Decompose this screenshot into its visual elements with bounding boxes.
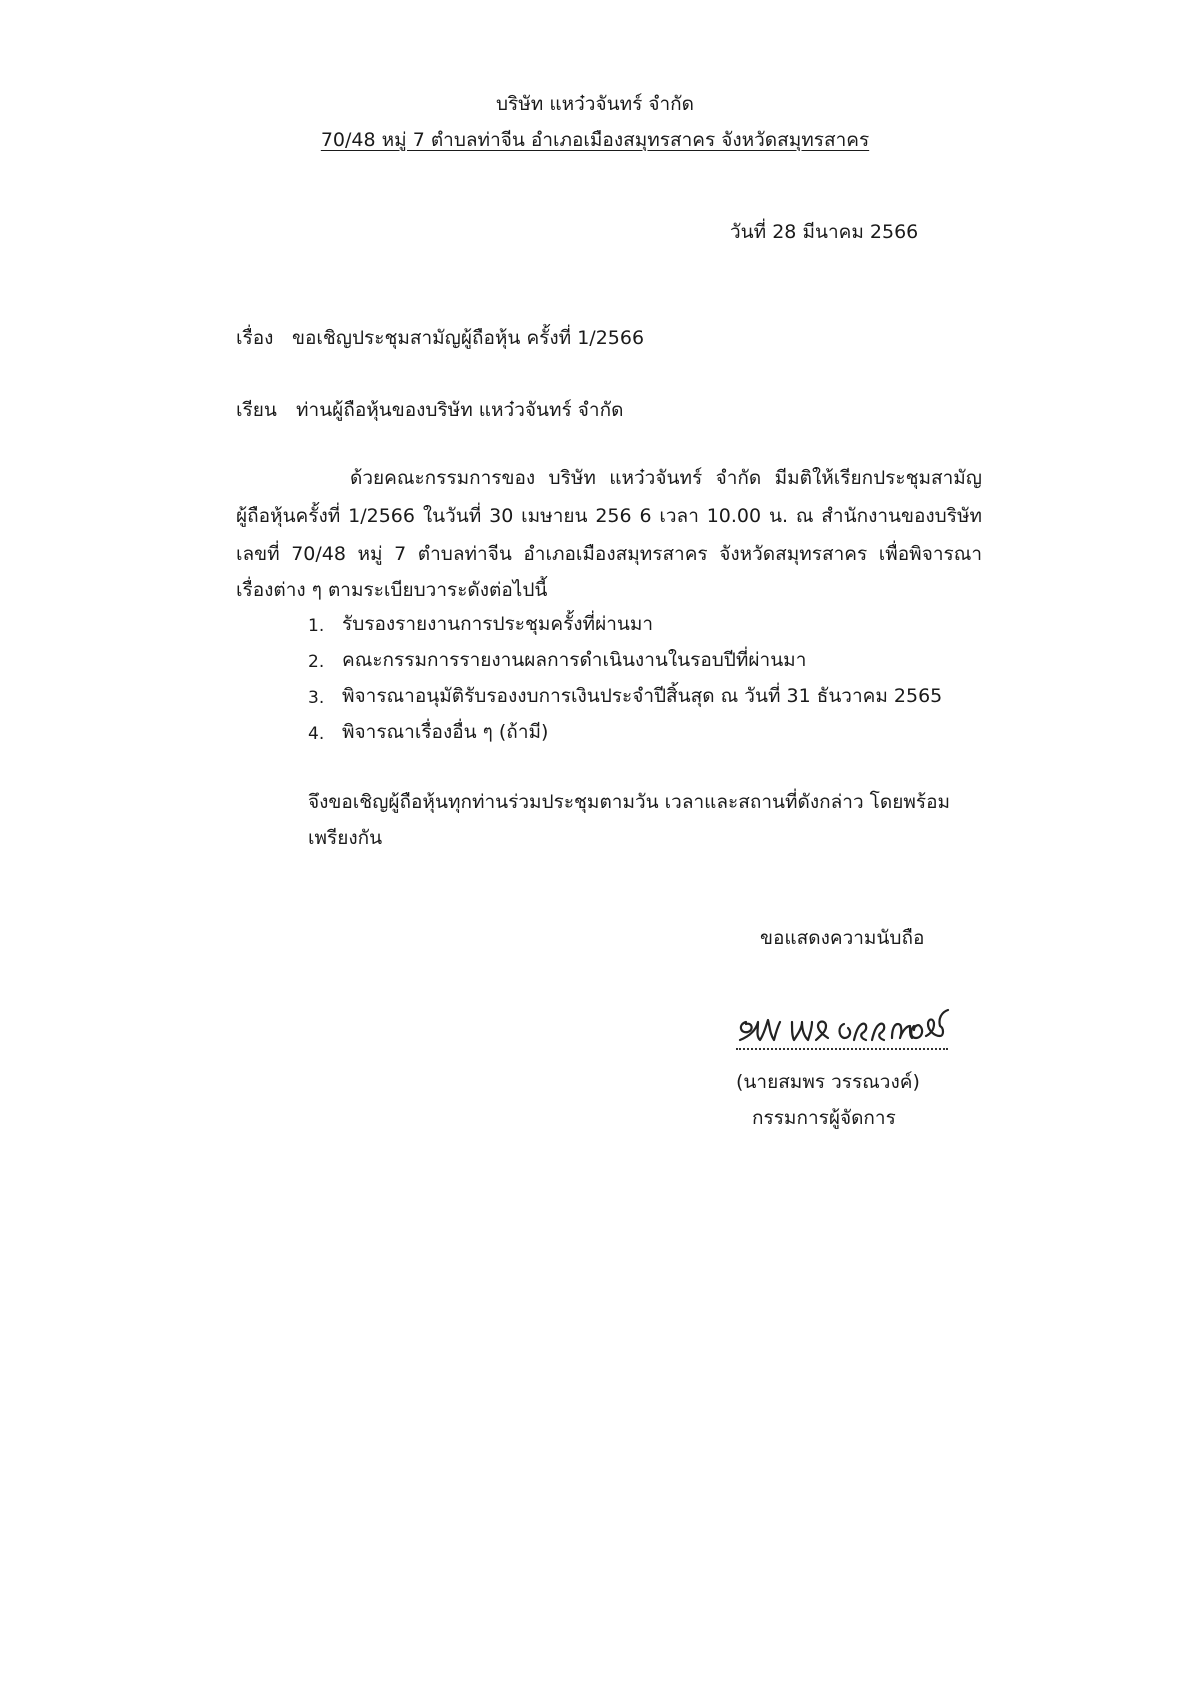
recipient-text: ท่านผู้ถือหุ้นของบริษัท แหว๋วจันทร์ จำกัด [296, 399, 624, 421]
subject-label: เรื่อง [236, 327, 274, 349]
letter-date: วันที่ 28 มีนาคม 2566 [730, 221, 919, 243]
closing-line-1: จึงขอเชิญผู้ถือหุ้นทุกท่านร่วมประชุมตามวัน เวลาและสถานที่ดังกล่าว โดยพร้อม [308, 791, 951, 813]
agenda-number: 2. [308, 652, 325, 672]
regards-text: ขอแสดงความนับถือ [760, 927, 925, 949]
closing-line-2: เพรียงกัน [308, 827, 383, 849]
signatory-name: (นายสมพร วรรณวงค์) [736, 1071, 920, 1093]
company-name: บริษัท แหว๋วจันทร์ จำกัด [496, 93, 694, 115]
body-line-4: เรื่องต่าง ๆ ตามระเบียบวาระดังต่อไปนี้ [236, 579, 548, 601]
agenda-text: รับรองรายงานการประชุมครั้งที่ผ่านมา [342, 613, 654, 635]
handwritten-signature [732, 1000, 962, 1064]
company-address: 70/48 หมู่ 7 ตำบลท่าจีน อำเภอเมืองสมุทรสาคร จังหวัดสมุทรสาคร [320, 129, 870, 151]
signature-dotted-line [736, 1048, 948, 1050]
subject-text: ขอเชิญประชุมสามัญผู้ถือหุ้น ครั้งที่ 1/2566 [292, 327, 645, 349]
recipient-label: เรียน [236, 399, 277, 421]
signature-scribble [732, 1000, 962, 1064]
agenda-number: 3. [308, 688, 325, 708]
agenda-text: พิจารณาอนุมัติรับรองงบการเงินประจำปีสิ้นสุด ณ วันที่ 31 ธันวาคม 2565 [342, 685, 943, 707]
agenda-number: 1. [308, 616, 325, 636]
agenda-text: คณะกรรมการรายงานผลการดำเนินงานในรอบปีที่ผ่านมา [342, 649, 807, 671]
body-line-1: ด้วยคณะกรรมการของ บริษัท แหว๋วจันทร์ จำกัด มีมติให้เรียกประชุมสามัญ [350, 467, 982, 489]
body-line-3: เลขที่ 70/48 หมู่ 7 ตำบลท่าจีน อำเภอเมืองสมุทรสาคร จังหวัดสมุทรสาคร เพื่อพิจารณา [236, 543, 982, 565]
body-line-2: ผู้ถือหุ้นครั้งที่ 1/2566 ในวันที่ 30 เมษายน 256 6 เวลา 10.00 น. ณ สำนักงานของบริษัท [236, 505, 982, 527]
signatory-title: กรรมการผู้จัดการ [752, 1107, 896, 1129]
agenda-text: พิจารณาเรื่องอื่น ๆ (ถ้ามี) [342, 721, 549, 743]
agenda-number: 4. [308, 724, 325, 744]
